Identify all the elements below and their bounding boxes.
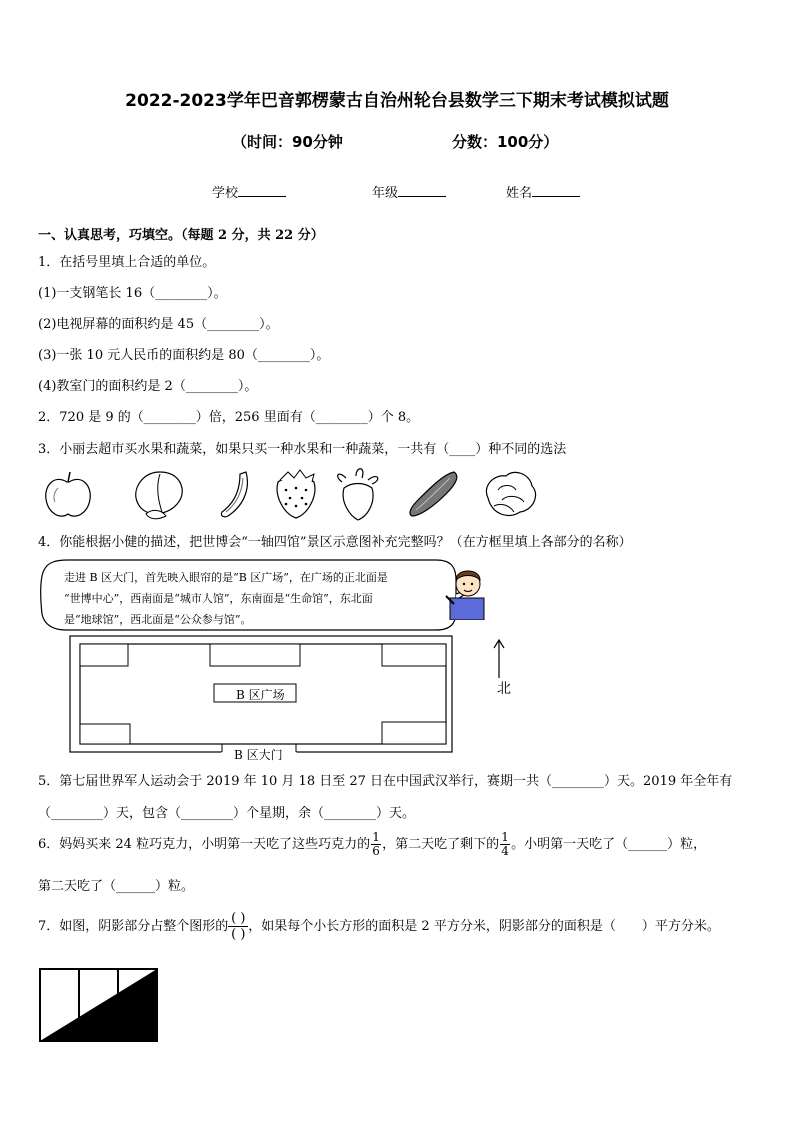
grade-field: 年级	[372, 182, 446, 201]
question-5-line-1: 5．第七届世界军人运动会于 2019 年 10 月 18 日至 27 日在中国武汉举行，赛期一共（________）天。2019 年全年有	[38, 774, 733, 789]
boy-icon	[444, 566, 490, 620]
name-field: 姓名	[506, 182, 580, 201]
question-6: 6．妈妈买来 24 粒巧克力，小明第一天吃了这些巧克力的 $\frac{1}{6}$ ，第二天吃了剩下的 $\frac{1}{4}$ 。小明第一天吃了（______）粒，	[38, 830, 707, 858]
plaza-label: B 区广场	[236, 688, 285, 702]
question-1-2: (2)电视屏幕的面积约是 45（________）。	[38, 317, 279, 332]
peach-icon	[136, 472, 183, 519]
box-north	[210, 644, 300, 666]
bubble-text-2: “世博中心”，西南面是“城市人馆”，东南面是“生命馆”，东北面	[64, 592, 373, 605]
bubble-text-1: 走进 B 区大门，首先映入眼帘的是“B 区广场”，在广场的正北面是	[64, 571, 388, 584]
question-7: 7．如图，阴影部分占整个图形的 ( ) ( ) ，如果每个小长方形的面积是 2 平方分米，阴影部分的面积是（ ）平方分米。	[38, 911, 720, 942]
banana-icon	[221, 472, 247, 517]
question-2: 2．720 是 9 的（________）倍，256 里面有（________）个 8。	[38, 410, 420, 425]
produce-icons	[40, 466, 760, 522]
question-1-4: (4)教室门的面积约是 2（________）。	[38, 379, 258, 394]
box-southeast	[382, 722, 446, 744]
page-title: 2022-2023学年巴音郭楞蒙古自治州轮台县数学三下期末考试模拟试题	[125, 91, 669, 111]
school-field: 学校	[212, 182, 286, 201]
apple-icon	[46, 472, 91, 516]
fraction-one-fourth: $\frac{1}{4}$	[501, 830, 509, 858]
radish-icon	[338, 469, 378, 520]
question-1: 1．在括号里填上合适的单位。	[38, 255, 216, 270]
fraction-one-sixth: $\frac{1}{6}$	[372, 830, 380, 858]
question-1-1: (1)一支钢笔长 16（________）。	[38, 286, 227, 301]
box-northwest	[80, 644, 128, 666]
question-6-line-2: 第二天吃了（______）粒。	[38, 879, 195, 894]
shaded-figure	[38, 966, 160, 1044]
question-3: 3．小丽去超市买水果和蔬菜，如果只买一种水果和一种蔬菜，一共有（____）种不同的选法	[38, 442, 567, 457]
gate-label: B 区大门	[234, 748, 283, 762]
north-label: 北	[497, 681, 511, 697]
exam-time: （时间：90分钟	[232, 133, 343, 151]
bubble-text-3: 是“地球馆”，西北面是“公众参与馆”。	[64, 613, 252, 626]
box-northeast	[382, 644, 446, 666]
box-southwest	[80, 724, 130, 744]
section-heading: 一、认真思考，巧填空。（每题 2 分，共 22 分）	[38, 228, 324, 243]
cucumber-icon	[410, 472, 457, 516]
cabbage-icon	[486, 472, 535, 515]
question-1-3: (3)一张 10 元人民币的面积约是 80（________）。	[38, 348, 330, 363]
fraction-blank: ( ) ( )	[228, 911, 248, 942]
question-4: 4．你能根据小健的描述，把世博会“一轴四馆”景区示意图补充完整吗？（在方框里填上各部分的名称）	[38, 535, 632, 550]
north-arrow-icon	[492, 638, 506, 680]
question-5-line-2: （________）天，包含（________）个星期，余（________）天。	[38, 806, 416, 821]
exam-score: 分数：100分）	[452, 133, 559, 151]
strawberry-icon	[277, 470, 315, 518]
